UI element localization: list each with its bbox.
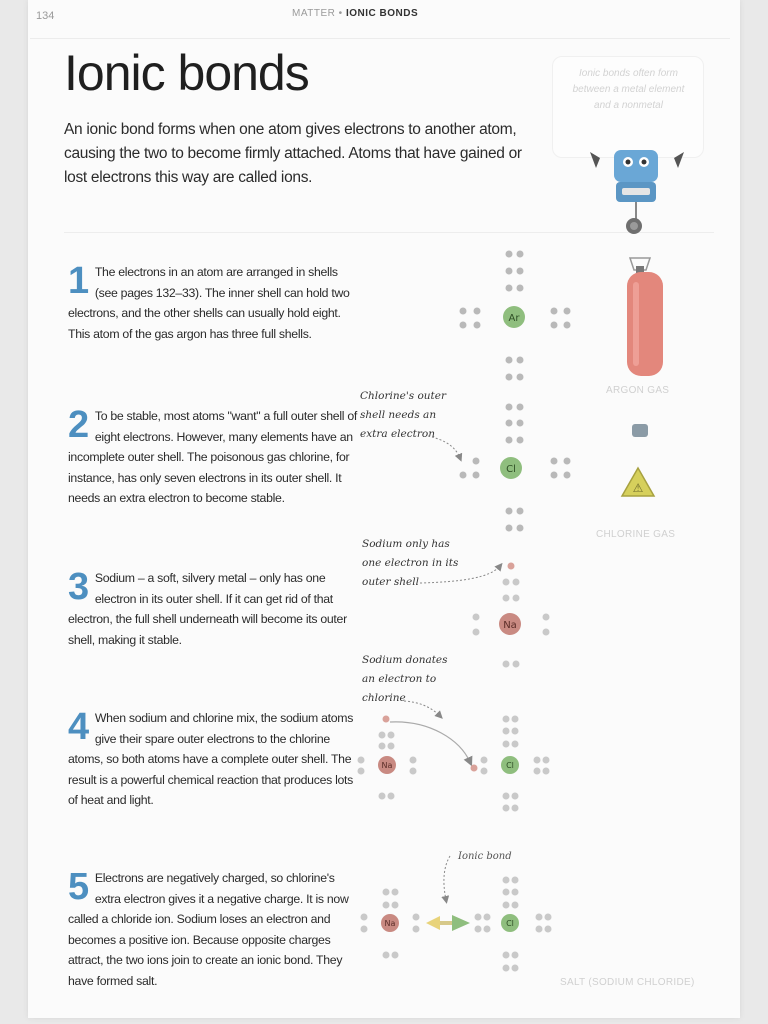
robot-icon — [590, 150, 684, 234]
step-text: Sodium – a soft, silvery metal – only has one electron in its outer shell. If it can get rid of that electron, the full shell underneath will become its outer shell, making it stable. — [68, 571, 347, 647]
header-section: MATTER — [292, 8, 336, 19]
step-number: 2 — [68, 404, 89, 446]
ionic-bond-diagram — [361, 856, 552, 972]
label-chlorine-gas: CHLORINE GAS — [596, 529, 676, 540]
electron-transfer-diagram — [358, 701, 550, 812]
sodium-atom — [420, 563, 550, 668]
step-text: Electrons are negatively charged, so chlorine's extra electron gives it a negative charge. It is now called a chloride ion. Sodium loses an electron and becomes a positive ion. Because opposite charges attract, the two ions join to create an ionic bond. They have formed salt. — [68, 871, 349, 988]
argon-symbol: Ar — [508, 313, 520, 324]
argon-cylinder-icon — [627, 258, 663, 376]
step-number: 4 — [68, 706, 89, 748]
label-salt: SALT (SODIUM CHLORIDE) — [560, 977, 695, 988]
step-number: 1 — [68, 260, 89, 302]
sodium-symbol-small: Na — [381, 761, 393, 770]
argon-atom — [460, 251, 571, 381]
page-title: Ionic bonds — [64, 45, 309, 101]
annotation-sodium-donates: Sodium donates an electron to chlorine — [362, 654, 448, 704]
sodium-ion-symbol: Na — [384, 919, 396, 928]
step-text: When sodium and chlorine mix, the sodium atoms give their spare outer electrons to the chlorine atoms, so both atoms have a complete outer shell. The result is a powerful chemical reaction that produces lots of heat and light. — [68, 711, 354, 807]
annotation-sodium-outer-shell: Sodium only has one electron in its outer shell — [362, 538, 459, 588]
svg-text:⚠: ⚠ — [632, 481, 644, 495]
chlorine-hazard-icon — [622, 424, 654, 496]
sodium-symbol: Na — [503, 620, 517, 631]
tip-text: Ionic bonds often form between a metal element and a nonmetal — [572, 68, 685, 111]
header-topic: IONIC BONDS — [345, 8, 419, 19]
annotation-ionic-bond: Ionic bond — [458, 851, 512, 862]
page-number: 134 — [36, 10, 55, 22]
header-bullet: • — [338, 8, 343, 19]
chloride-ion-symbol: Cl — [506, 919, 514, 928]
step-text: To be stable, most atoms "want" a full outer shell of eight electrons. However, many elements have an incomplete outer shell. The poisonous gas chlorine, for instance, has only seven electrons in its outer shell. It needs an extra electron to become stable. — [68, 409, 357, 505]
intro-paragraph: An ionic bond forms when one atom gives electrons to another atom, causing the two to become firmly attached. Atoms that have gained or lost electrons this way are called ions. — [64, 121, 522, 186]
step-number: 5 — [68, 866, 89, 908]
step-text: The electrons in an atom are arranged in shells (see pages 132–33). The inner shell can hold two electrons, and the other shells can usually hold eight. This atom of the gas argon has three full shells. — [68, 265, 350, 341]
annotation-chlorine-outer-shell: Chlorine's outer shell needs an extra electron — [360, 390, 446, 440]
step-number: 3 — [68, 566, 89, 608]
label-argon-gas: ARGON GAS — [606, 385, 670, 396]
chlorine-atom — [428, 404, 571, 532]
chlorine-symbol: Cl — [506, 464, 516, 475]
chlorine-symbol-small: Cl — [506, 761, 514, 770]
